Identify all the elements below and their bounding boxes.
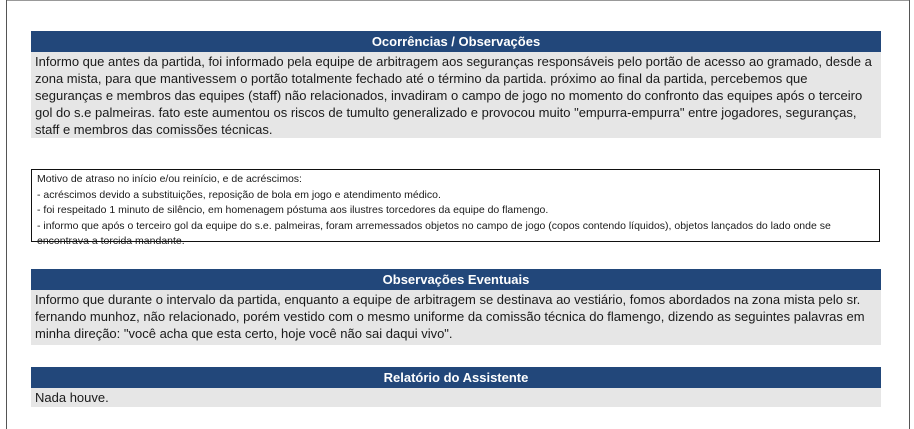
- relatorio-header: Relatório do Assistente: [31, 367, 881, 388]
- ocorrencias-section: [31, 31, 881, 138]
- page-border-left: [6, 0, 7, 429]
- ocorrencias-header: Ocorrências / Observações: [31, 31, 881, 52]
- ocorrencias-text: Informo que antes da partida, foi informado pela equipe de arbitragem aos seguranças responsáveis pelo portão de acesso ao gramado, desde a zona mista, para que mantivessem o portão totalmente fechado até o término da partida. próximo ao final da partida, percebemos que seguranças e membros das equipes (staff) não relacionados, invadiram o campo de jogo no momento do confronto das equipes após o terceiro gol do s.e palmeiras. fato este aumentou os riscos de tumulto generalizado e provocou muito "empurra-empurra" entre jogadores, seguranças, staff e membros das comissões técnicas.: [31, 52, 881, 138]
- atraso-item: - foi respeitado 1 minuto de silêncio, em homenagem póstuma aos ilustres torcedores da equipe do flamengo.: [37, 204, 549, 216]
- eventuais-text: Informo que durante o intervalo da partida, enquanto a equipe de arbitragem se destinava ao vestiário, fomos abordados na zona mista pelo sr. fernando munhoz, não relacionado, porém vestido com o mesmo uniforme da comissão técnica do flamengo, dizendo as seguintes palavras em minha direção: "você acha que esta certo, hoje você não sai daqui vivo".: [31, 290, 881, 345]
- page-border-right: [909, 0, 910, 429]
- atraso-item: - acréscimos devido a substituições, reposição de bola em jogo e atendimento médico.: [37, 188, 441, 201]
- eventuais-header: Observações Eventuais: [31, 269, 881, 290]
- relatorio-section: [31, 367, 881, 407]
- eventuais-section: [31, 269, 881, 345]
- atraso-box: [31, 169, 880, 247]
- page-border-top: [6, 0, 910, 1]
- atraso-item: - informo que após o terceiro gol da equipe do s.e. palmeiras, foram arremessados objetos no campo de jogo (copos contendo líquidos), objetos lançados do lado onde se encontrava a torcida mandante.: [37, 219, 831, 247]
- relatorio-text: Nada houve.: [31, 388, 881, 407]
- atraso-heading: Motivo de atraso no início e/ou reinício, e de acréscimos:: [37, 173, 302, 185]
